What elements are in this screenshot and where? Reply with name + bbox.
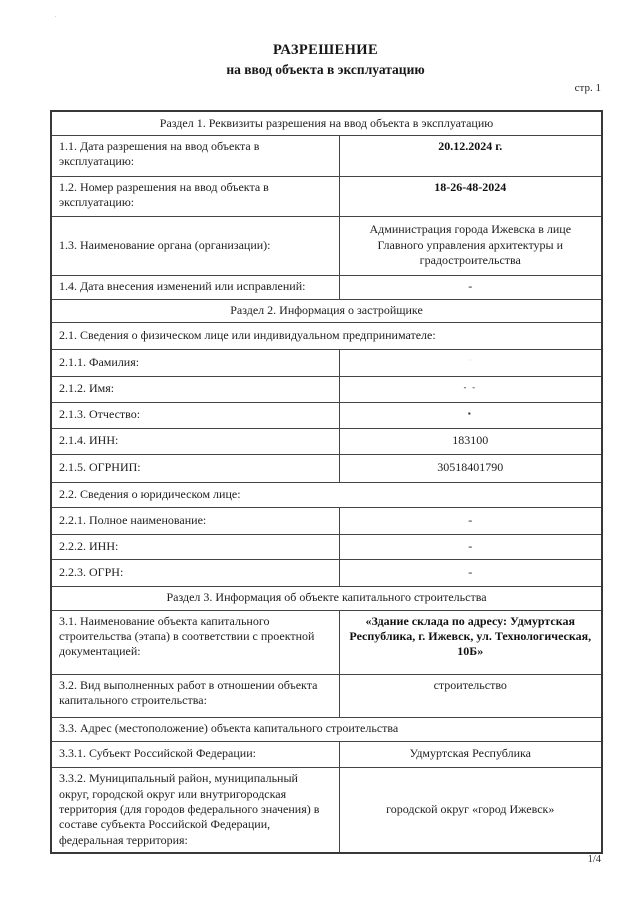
row-3-3-1 <box>51 741 602 767</box>
row-1-2-value: 18-26-48-2024 <box>339 176 602 216</box>
row-3-1-value: «Здание склада по адресу: Удмуртская Республика, г. Ижевск, ул. Технологическая, 10Б» <box>339 610 602 674</box>
row-2-1-4-label: 2.1.4. ИНН: <box>51 428 339 454</box>
row-3-3 <box>51 717 602 741</box>
scan-artifact-mark: · <box>54 12 58 23</box>
row-3-3-1-label: 3.3.1. Субъект Российской Федерации: <box>51 741 339 767</box>
section-1-header-row <box>51 111 602 135</box>
row-2-1-3 <box>51 402 602 428</box>
row-2-2-3 <box>51 559 602 586</box>
redaction-mark: · <box>468 355 472 365</box>
row-2-1-5-label: 2.1.5. ОГРНИП: <box>51 454 339 482</box>
row-2-1-2-label: 2.1.2. Имя: <box>51 376 339 402</box>
row-3-3-2 <box>51 767 602 853</box>
title-line-1: РАЗРЕШЕНИЕ <box>272 42 379 58</box>
redaction-mark: - - <box>463 382 477 392</box>
row-2-2-1-value: - <box>339 507 602 534</box>
row-2-1-1 <box>51 349 602 376</box>
row-2-1-4 <box>51 428 602 454</box>
row-2-1-2-value <box>339 376 602 402</box>
row-1-3-label: 1.3. Наименование органа (организации): <box>51 216 339 275</box>
row-1-2-label: 1.2. Номер разрешения на ввод объекта в эксплуатацию: <box>51 176 339 216</box>
row-1-1-label: 1.1. Дата разрешения на ввод объекта в эксплуатацию: <box>51 135 339 176</box>
permit-table <box>50 110 603 854</box>
section-3-header-row <box>51 586 602 610</box>
row-3-3-2-value: городской округ «город Ижевск» <box>339 767 602 853</box>
row-3-3-2-label: 3.3.2. Муниципальный район, муниципальный округ, городской округ или внутригородская территория (для городов федерального значения) в составе субъекта Российской Федерации, федеральная территория: <box>51 767 339 853</box>
row-1-4-label: 1.4. Дата внесения изменений или исправлений: <box>51 275 339 299</box>
row-2-1-3-value <box>339 402 602 428</box>
section-1-title: Раздел 1. Реквизиты разрешения на ввод объекта в эксплуатацию <box>51 111 602 135</box>
page-marker: стр. 1 <box>574 82 601 94</box>
row-2-2-3-value: - <box>339 559 602 586</box>
row-1-3-value: Администрация города Ижевска в лице Главного управления архитектуры и градостроительства <box>339 216 602 275</box>
row-2-2-1 <box>51 507 602 534</box>
row-3-1 <box>51 610 602 674</box>
row-2-1-1-label: 2.1.1. Фамилия: <box>51 349 339 376</box>
row-1-1-value: 20.12.2024 г. <box>339 135 602 176</box>
row-2-2-2-label: 2.2.2. ИНН: <box>51 534 339 559</box>
row-1-1 <box>51 135 602 176</box>
section-2-title: Раздел 2. Информация о застройщике <box>51 299 602 322</box>
row-2-1-4-value: 183100 <box>339 428 602 454</box>
row-2-1-2 <box>51 376 602 402</box>
row-2-2 <box>51 482 602 507</box>
section-2-header-row <box>51 299 602 322</box>
row-3-3-1-value: Удмуртская Республика <box>339 741 602 767</box>
row-2-1-label: 2.1. Сведения о физическом лице или индивидуальном предпринимателе: <box>51 322 602 349</box>
row-3-2-label: 3.2. Вид выполненных работ в отношении объекта капитального строительства: <box>51 674 339 717</box>
footer-page-number: 1/4 <box>587 854 601 865</box>
section-3-title: Раздел 3. Информация об объекте капитального строительства <box>51 586 602 610</box>
row-2-2-2 <box>51 534 602 559</box>
row-2-1-3-label: 2.1.3. Отчество: <box>51 402 339 428</box>
redaction-mark: ▪ <box>467 408 473 418</box>
row-2-1-1-value <box>339 349 602 376</box>
row-1-4 <box>51 275 602 299</box>
row-2-2-3-label: 2.2.3. ОГРН: <box>51 559 339 586</box>
row-2-2-label: 2.2. Сведения о юридическом лице: <box>51 482 602 507</box>
document-title <box>50 42 601 78</box>
row-3-3-label: 3.3. Адрес (местоположение) объекта капитального строительства <box>51 717 602 741</box>
row-3-1-label: 3.1. Наименование объекта капитального строительства (этапа) в соответствии с проектной документацией: <box>51 610 339 674</box>
row-2-1-5 <box>51 454 602 482</box>
row-2-1-5-value: 30518401790 <box>339 454 602 482</box>
title-line-2: на ввод объекта в эксплуатацию <box>226 62 425 77</box>
row-1-2 <box>51 176 602 216</box>
row-2-2-2-value: - <box>339 534 602 559</box>
row-1-4-value: - <box>339 275 602 299</box>
row-2-2-1-label: 2.2.1. Полное наименование: <box>51 507 339 534</box>
row-1-3 <box>51 216 602 275</box>
row-2-1 <box>51 322 602 349</box>
row-3-2-value: строительство <box>339 674 602 717</box>
row-3-2 <box>51 674 602 717</box>
